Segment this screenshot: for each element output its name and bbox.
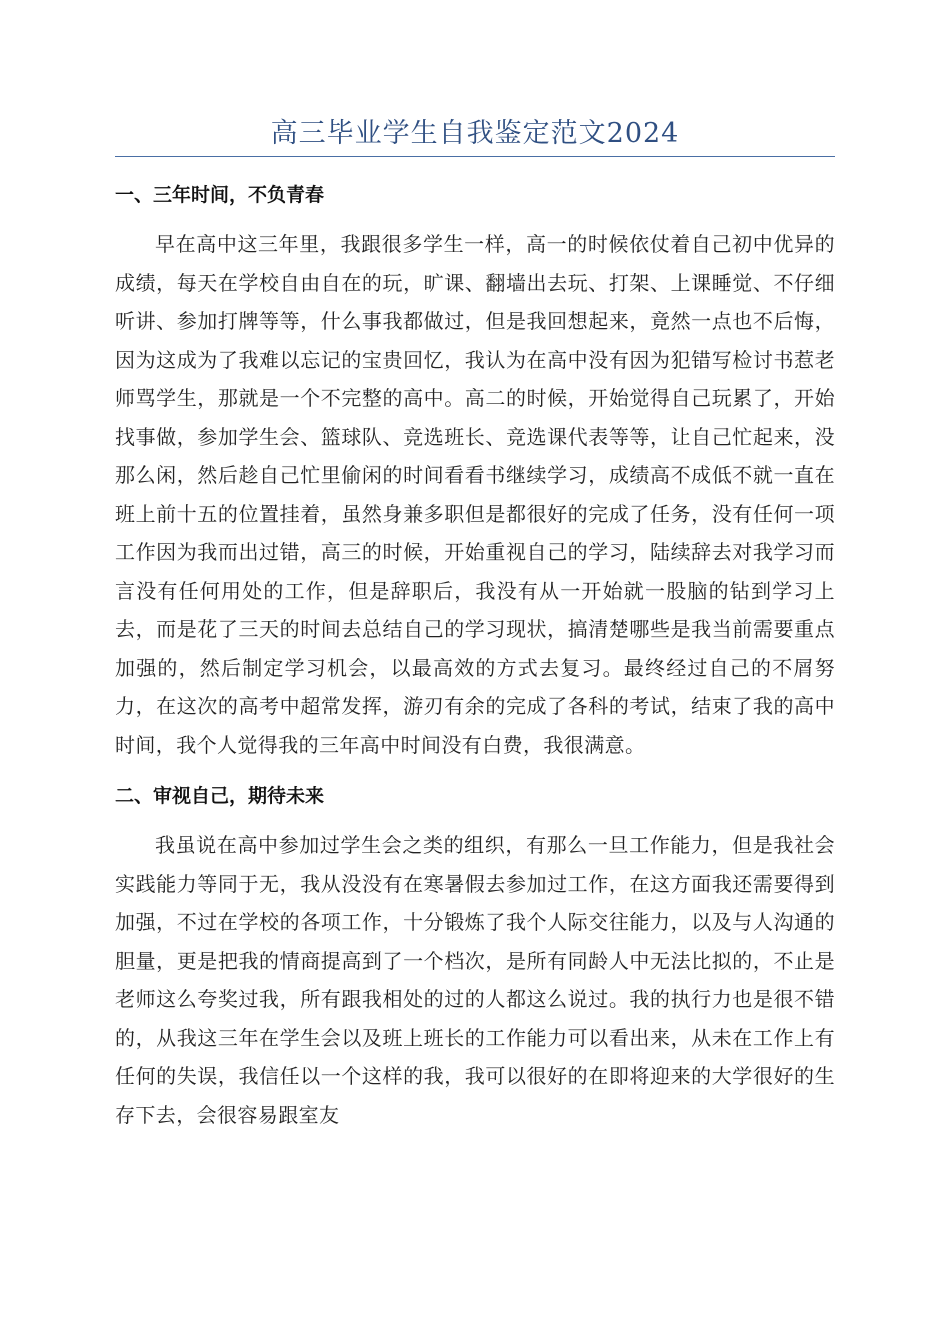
section-heading: 一、三年时间，不负青春 — [115, 184, 325, 206]
section-paragraph: 早在高中这三年里，我跟很多学生一样，高一的时候依仗着自己初中优异的成绩，每天在学校自由自在的玩，旷课、翻墙出去玩、打架、上课睡觉、不仔细听讲、参加打牌等等，什么事我都做过，但是我回想起来，竟然一点也不后悔，因为这成为了我难以忘记的宝贵回忆，我认为在高中没有因为犯错写检讨书惹老师骂学生，那就是一个不完整的高中。高二的时候，开始觉得自己玩累了，开始找事做，参加学生会、篮球队、竞选班长、竞选课代表等等，让自己忙起来，没那么闲，然后趁自己忙里偷闲的时间看看书继续学习，成绩高不成低不就一直在班上前十五的位置挂着，虽然身兼多职但是都很好的完成了任务，没有任何一项工作因为我而出过错，高三的时候，开始重视自己的学习，陆续辞去对我学习而言没有任何用处的工作，但是辞职后，我没有从一开始就一股脑的钻到学习上去，而是花了三天的时间去总结自己的学习现状，搞清楚哪些是我当前需要重点加强的，然后制定学习机会，以最高效的方式去复习。最终经过自己的不屑努力，在这次的高考中超常发挥，游刃有余的完成了各科的考试，结束了我的高中时间，我个人觉得我的三年高中时间没有白费，我很满意。 — [115, 232, 835, 757]
section-one — [115, 177, 835, 764]
section-paragraph: 我虽说在高中参加过学生会之类的组织，有那么一旦工作能力，但是我社会实践能力等同于无，我从没没有在寒暑假去参加过工作，在这方面我还需要得到加强，不过在学校的各项工作，十分锻炼了我个人际交往能力，以及与人沟通的胆量，更是把我的情商提高到了一个档次，是所有同龄人中无法比拟的，不止是老师这么夸奖过我，所有跟我相处的过的人都这么说过。我的执行力也是很不错的，从我这三年在学生会以及班上班长的工作能力可以看出来，从未在工作上有任何的失误，我信任以一个这样的我，我可以很好的在即将迎来的大学很好的生存下去，会很容易跟室友 — [115, 833, 835, 1127]
title-underline — [115, 156, 835, 157]
document-title: 高三毕业学生自我鉴定范文2024 — [270, 118, 680, 149]
document-page — [115, 112, 835, 1134]
section-heading: 二、审视自己，期待未来 — [115, 785, 325, 807]
section-two — [115, 778, 835, 1134]
